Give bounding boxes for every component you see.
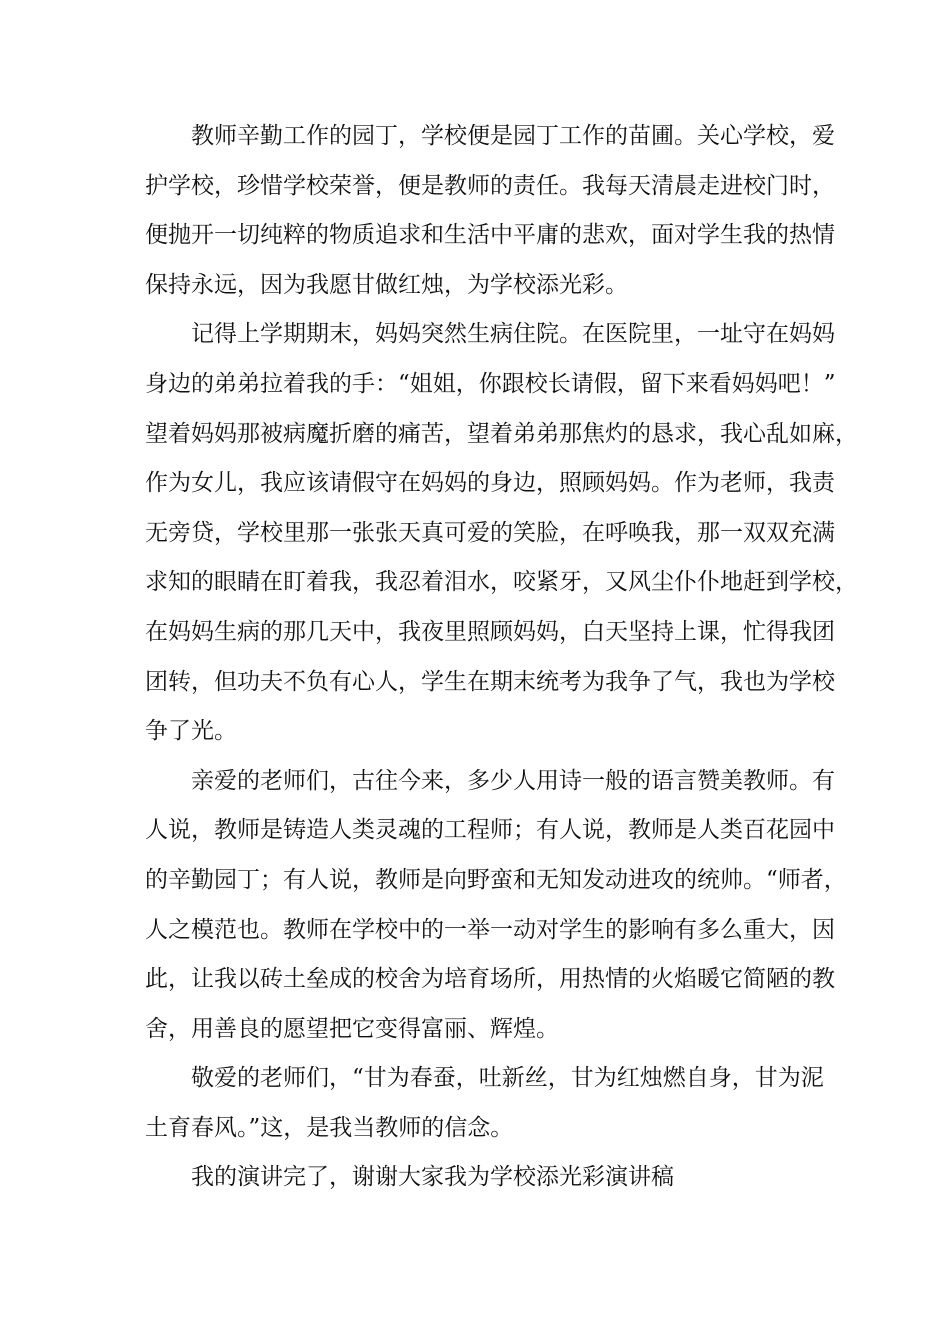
text-line: 的辛勤园丁；有人说，教师是向野蛮和无知发动进攻的统帅。“师者， [145, 866, 847, 893]
text-line: 保持永远，因为我愿甘做红烛，为学校添光彩。 [145, 271, 628, 298]
text-line: 此，让我以砖土垒成的校舍为培育场所，用热情的火焰暖它简陋的教 [145, 966, 835, 993]
text-line: 望着妈妈那被病魔折磨的痛苦，望着弟弟那焦灼的恳求，我心乱如麻， [145, 420, 858, 447]
paragraph-1 [145, 112, 835, 310]
paragraph-4 [145, 1054, 824, 1153]
text-line: 人之模范也。教师在学校中的一举一动对学生的影响有多么重大，因 [145, 916, 835, 943]
text-line: 身边的弟弟拉着我的手：“姐姐，你跟校长请假，留下来看妈妈吧！” [145, 370, 836, 397]
text-line: 便抛开一切纯粹的物质追求和生活中平庸的悲欢，面对学生我的热情 [145, 222, 835, 249]
paragraph-3 [145, 757, 847, 1055]
text-line: 作为女儿，我应该请假守在妈妈的身边，照顾妈妈。作为老师，我责 [145, 470, 835, 497]
text-line: 记得上学期期末，妈妈突然生病住院。在医院里，一址守在妈妈 [191, 321, 835, 348]
text-line: 教师辛勤工作的园丁，学校便是园丁工作的苗圃。关心学校，爱 [191, 123, 835, 149]
text-line: 护学校，珍惜学校荣誉，便是教师的责任。我每天清晨走进校门时， [145, 172, 835, 199]
text-line: 亲爱的老师们，古往今来，多少人用诗一般的语言赞美教师。有 [191, 767, 835, 794]
text-line: 团转，但功夫不负有心人，学生在期末统考为我争了气，我也为学校 [145, 668, 835, 695]
text-line: 争了光。 [145, 718, 237, 745]
document-body [145, 112, 858, 1203]
text-line: 敬爱的老师们，“甘为春蚕，吐新丝，甘为红烛燃自身，甘为泥 [191, 1065, 824, 1092]
text-line: 无旁贷，学校里那一张张天真可爱的笑脸，在呼唤我，那一双双充满 [145, 519, 835, 546]
paragraph-5 [145, 1153, 810, 1203]
text-line: 土育春风。”这，是我当教师的信念。 [145, 1114, 514, 1141]
text-line: 舍，用善良的愿望把它变得富丽、辉煌。 [145, 1015, 559, 1042]
text-line: 求知的眼睛在盯着我，我忍着泪水，咬紧牙，又风尘仆仆地赶到学校， [145, 569, 858, 596]
paragraph-2 [145, 310, 858, 756]
text-line: 我的演讲完了，谢谢大家我为学校添光彩演讲稿 [191, 1164, 674, 1191]
text-line: 人说，教师是铸造人类灵魂的工程师；有人说，教师是人类百花园中 [145, 817, 835, 844]
text-line: 在妈妈生病的那几天中，我夜里照顾妈妈，白天坚持上课，忙得我团 [145, 618, 835, 645]
